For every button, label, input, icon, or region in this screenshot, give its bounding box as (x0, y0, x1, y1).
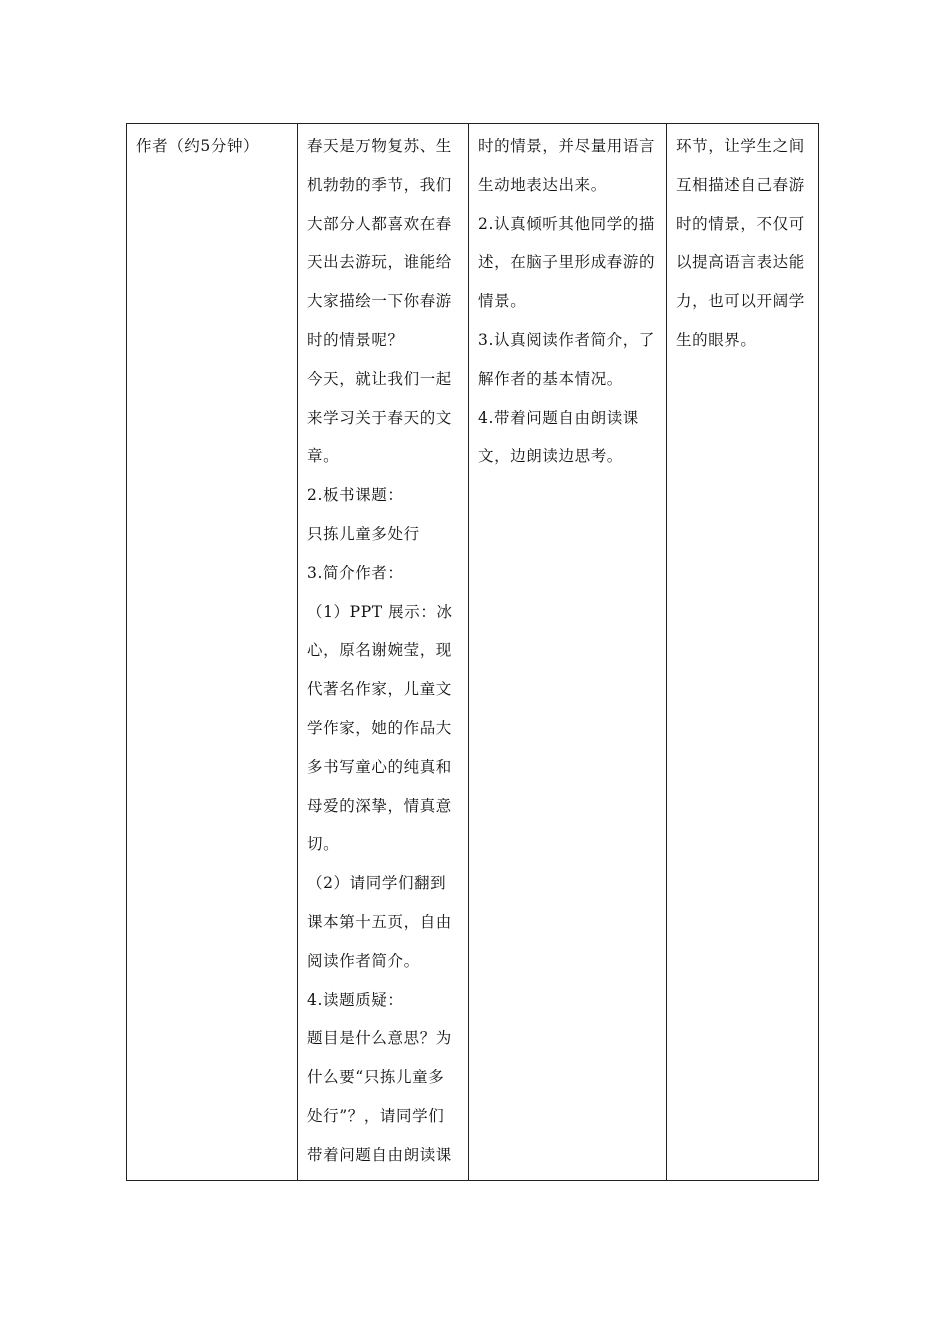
student-paragraph: 时的情景，并尽量用语言生动地表达出来。 (478, 137, 656, 194)
teacher-paragraph: 3.简介作者： (307, 563, 404, 582)
teacher-activity-cell (298, 124, 469, 1181)
teacher-paragraph: 只拣儿童多处行 (307, 524, 420, 543)
student-paragraph: 3.认真阅读作者简介，了解作者的基本情况。 (478, 330, 655, 388)
teacher-paragraph: 春天是万物复苏、生机勃勃的季节，我们大部分人都喜欢在春天出去游玩，谁能给大家描绘一下你春游时的情景呢？ (307, 137, 452, 349)
design-paragraph: 环节，让学生之间互相描述自己春游时的情景，不仅可以提高语言表达能力，也可以开阔学生的眼界。 (676, 137, 805, 349)
stage-cell (127, 124, 298, 1181)
teacher-paragraph: 2.板书课题： (307, 486, 404, 505)
teacher-paragraph: （1）PPT 展示：冰心，原名谢婉莹，现代著名作家，儿童文学作家，她的作品大多书写童心的纯真和母爱的深挚，情真意切。 (307, 602, 453, 854)
teacher-paragraph: 题目是什么意思？为什么要“只拣儿童多处行”？，请同学们带着问题自由朗读课 (307, 1029, 452, 1164)
student-paragraph: 4.带着问题自由朗读课文，边朗读边思考。 (478, 408, 639, 466)
design-intent-cell (667, 124, 819, 1181)
stage-label: 作者（约5分钟） (136, 137, 260, 155)
lesson-plan-table (126, 123, 819, 1181)
table-row (127, 124, 819, 1181)
teacher-paragraph: 今天，就让我们一起来学习关于春天的文章。 (307, 369, 452, 466)
student-activity-cell (469, 124, 667, 1181)
teacher-paragraph: （2）请同学们翻到课本第十五页，自由阅读作者简介。 (307, 874, 452, 970)
student-paragraph: 2.认真倾听其他同学的描述，在脑子里形成春游的情景。 (478, 214, 656, 311)
teacher-paragraph: 4.读题质疑： (307, 990, 404, 1009)
